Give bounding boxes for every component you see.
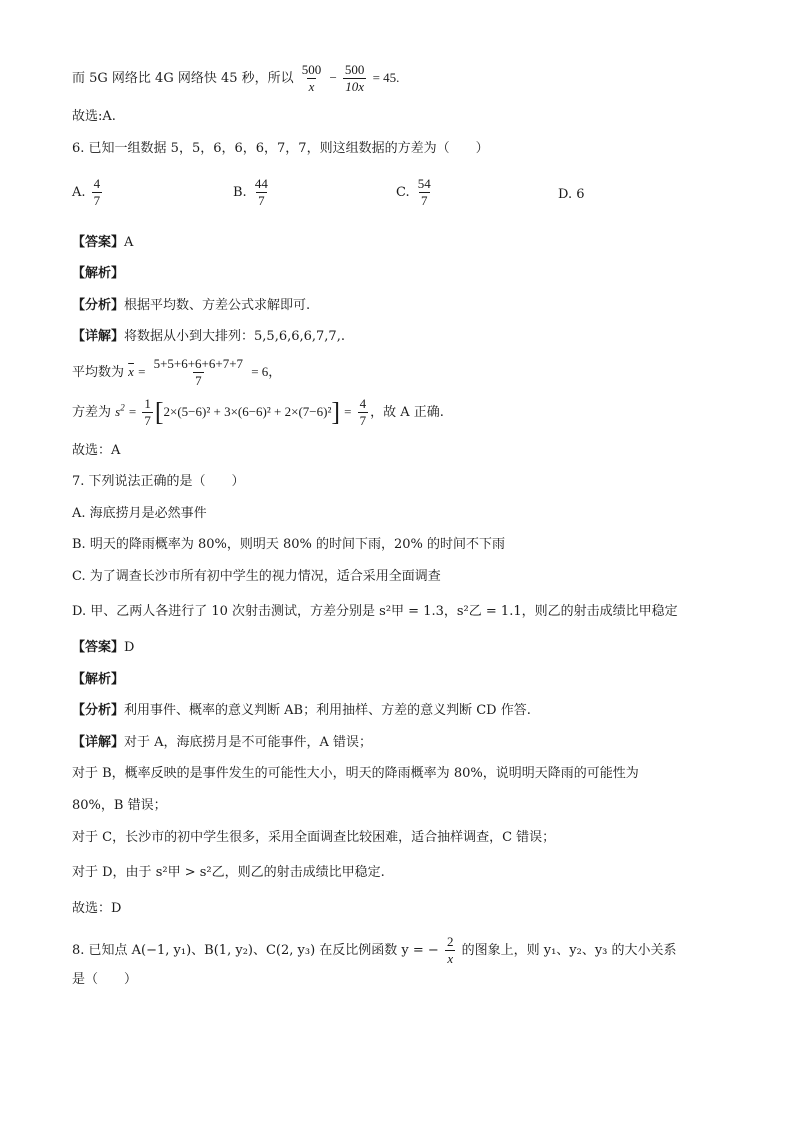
q7-detail-c: 对于 C，长沙市的初中学生很多，采用全面调查比较困难，适合抽样调查，C 错误；: [72, 830, 556, 845]
q7-option-a: A. 海底捞月是必然事件: [72, 506, 207, 521]
q5-fraction-2: $\frac{500}{10x}$: [344, 62, 365, 94]
q6-variance-result: $\frac{4}{7}$: [359, 396, 367, 428]
q6-option-b: B. $\frac{44}{7}$: [233, 176, 268, 208]
q8-fraction: $\frac{2}{x}$: [446, 934, 454, 966]
q7-detail-b: 对于 B，概率反映的是事件发生的可能性大小，明天的降雨概率为 80%，说明明天降雨的可能性为: [72, 766, 639, 781]
q7-option-d: D. 甲、乙两人各进行了 10 次射击测试，方差分别是 s²甲 = 1.3，s²乙 = 1.1，则乙的射击成绩比甲稳定: [72, 604, 678, 619]
q6-mean-line: 平均数为 $\overline{x}$ = $\frac{5+5+6+6+6+7+7}{7}$ = 6，: [72, 356, 282, 388]
q6-variance-line: 方差为 $s^2$ = $\frac{1}{7}$ [2×(5−6)² + 3×(6−6)² + 2×(7−6)²] = $\frac{4}{7}$ ，故 A 正确.: [72, 396, 444, 428]
q7-conclusion: 故选：D: [72, 901, 122, 916]
q5-fraction-1: $\frac{500}{x}$: [301, 62, 322, 94]
q6-option-d: D. 6: [558, 187, 585, 202]
q5-prefix: 而 5G 网络比 4G 网络快 45 秒，所以: [72, 71, 294, 86]
q6-xiangjie: 【详解】将数据从小到大排列：5,5,6,6,6,7,7,.: [72, 329, 345, 344]
q7-stem: 7. 下列说法正确的是（ ）: [72, 474, 245, 489]
q5-answer: 故选:A.: [72, 109, 116, 124]
q7-analysis-tag: 【解析】: [72, 672, 125, 687]
q7-fenxi: 【分析】利用事件、概率的意义判断 AB；利用抽样、方差的意义判断 CD 作答.: [72, 703, 531, 718]
q8-stem-line-2: 是（ ）: [72, 972, 138, 987]
q6-analysis-tag: 【解析】: [72, 266, 125, 281]
q7-xiangjie: 【详解】对于 A，海底捞月是不可能事件，A 错误；: [72, 735, 373, 750]
q8-stem-line-1: 8. 已知点 A(−1, y₁)、B(1, y₂)、C(2, y₃) 在反比例函数 y = − $\frac{2}{x}$ 的图象上，则 y₁、y₂、y₃ 的大小关系: [72, 934, 677, 966]
q7-detail-d: 对于 D，由于 s²甲 > s²乙，则乙的射击成绩比甲稳定.: [72, 865, 385, 880]
q6-stem: 6. 已知一组数据 5，5，6，6，6，7，7，则这组数据的方差为（ ）: [72, 141, 489, 156]
q6-answer: 【答案】A: [72, 235, 134, 250]
q6-conclusion: 故选：A: [72, 443, 121, 458]
q6-option-a: A. $\frac{4}{7}$: [72, 176, 101, 208]
q7-detail-b-cont: 80%，B 错误；: [72, 798, 167, 813]
q7-option-c: C. 为了调查长沙市所有初中学生的视力情况，适合采用全面调查: [72, 569, 441, 584]
q5-conclusion-line: 而 5G 网络比 4G 网络快 45 秒，所以 $\frac{500}{x}$ − $\frac{500}{10x}$ = 45.: [72, 62, 400, 94]
q6-fenxi: 【分析】根据平均数、方差公式求解即可.: [72, 298, 311, 313]
q7-answer: 【答案】D: [72, 640, 135, 655]
x-bar-symbol: $\overline{x}$: [128, 364, 134, 379]
q6-mean-fraction: $\frac{5+5+6+6+6+7+7}{7}$: [153, 356, 244, 388]
q6-option-c: C. $\frac{54}{7}$: [396, 176, 431, 208]
q7-option-b: B. 明天的降雨概率为 80%，则明天 80% 的时间下雨，20% 的时间不下雨: [72, 537, 506, 552]
